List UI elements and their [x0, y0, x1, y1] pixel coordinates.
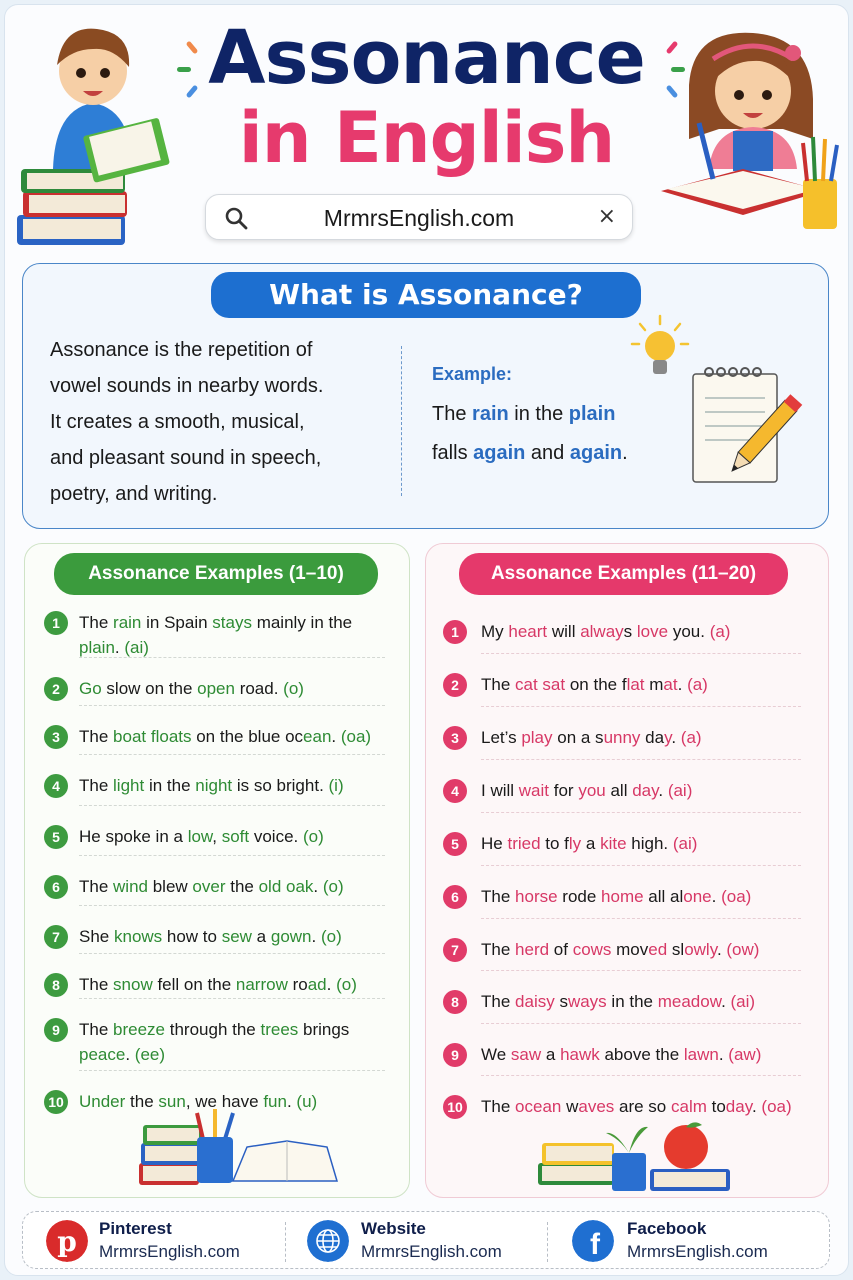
vowel-highlight: floats [150, 727, 192, 746]
sentence-text: da [640, 728, 665, 747]
notepad-pencil-icon [689, 364, 807, 489]
sentence-text: . [677, 675, 688, 694]
row-separator [481, 812, 801, 813]
example-sentence [481, 778, 821, 803]
example-highlight: plain [568, 403, 616, 425]
sentence-text: high. [626, 834, 673, 853]
vowel-highlight: snow [113, 975, 153, 994]
sentence-text: mainly in the [251, 613, 353, 632]
vowel-highlight: one [683, 887, 712, 906]
vowel-highlight: ly [568, 834, 582, 853]
sentence-text: you. [668, 622, 710, 641]
example-sentence [79, 972, 379, 997]
lightbulb-icon [628, 314, 692, 386]
vowel-highlight: old oak [258, 877, 314, 896]
sentence-text: . [718, 1045, 729, 1064]
example-word: The [432, 403, 473, 425]
sentence-text: of [549, 940, 573, 959]
sentence-text: . [671, 728, 681, 747]
vowel-highlight: wind [113, 877, 148, 896]
example-word: and [525, 442, 570, 464]
number-badge: 6 [443, 885, 467, 909]
number-badge: 9 [443, 1043, 467, 1067]
vowel-highlight: light [113, 776, 145, 795]
search-input[interactable]: MrmrsEnglish.com [323, 205, 515, 231]
sentence-text: for [549, 781, 579, 800]
example-line-2 [432, 442, 628, 465]
vowel-highlight: tried [507, 834, 541, 853]
vowel-highlight: (i) [328, 776, 344, 795]
footer-links [22, 1211, 830, 1269]
example-word: falls [432, 442, 474, 464]
vowel-highlight: ean [303, 727, 332, 746]
example-sentence [79, 824, 379, 849]
search-bar[interactable] [205, 194, 633, 240]
number-badge: 4 [443, 779, 467, 803]
sentence-text: . [125, 1045, 135, 1064]
definition-card [22, 263, 829, 529]
example-sentence [481, 725, 821, 750]
sentence-text: all [605, 781, 633, 800]
sentence-text: . [331, 727, 341, 746]
vowel-highlight: day [632, 781, 659, 800]
vowel-highlight: day [725, 1097, 752, 1116]
page-subtitle: in English [238, 97, 615, 179]
example-sentence [481, 831, 821, 856]
example-sentence [481, 989, 821, 1014]
vowel-highlight: y [664, 728, 672, 747]
sentence-text: sl [667, 940, 685, 959]
vowel-highlight: calm [670, 1097, 707, 1116]
row-separator [79, 953, 385, 954]
vowel-highlight: at [663, 675, 678, 694]
row-separator [481, 653, 801, 654]
sentence-text: My [481, 622, 509, 641]
sentence-text: in the [144, 776, 196, 795]
definition-text [50, 332, 390, 512]
footer-link-url[interactable]: MrmrsEnglish.com [99, 1242, 240, 1261]
vowel-highlight: Go [79, 679, 102, 698]
example-sentence [79, 724, 379, 749]
sentence-text: a [251, 927, 271, 946]
vowel-highlight: (oa) [721, 887, 752, 906]
vowel-highlight: ed [648, 940, 668, 959]
sentence-text: We [481, 1045, 511, 1064]
books-plant-apple-illustration [536, 1119, 736, 1197]
vowel-highlight: ocean [515, 1097, 562, 1116]
vowel-highlight: (ai) [672, 834, 698, 853]
sentence-text: rode [557, 887, 602, 906]
number-badge: 10 [443, 1095, 467, 1119]
row-separator [79, 998, 385, 999]
sentence-text: on the blue oc [191, 727, 304, 746]
vowel-highlight: lat [626, 675, 645, 694]
sentence-text: s [623, 622, 637, 641]
books-pencil-cup-illustration [137, 1109, 347, 1189]
sentence-text: The [481, 1097, 516, 1116]
divider [401, 346, 402, 496]
page-title: Assonance [208, 15, 645, 101]
vowel-highlight: alway [580, 622, 624, 641]
number-badge: 7 [44, 925, 68, 949]
example-sentence [481, 619, 821, 644]
footer-link-title: Facebook [627, 1219, 707, 1238]
vowel-highlight: (a) [687, 675, 708, 694]
number-badge: 8 [443, 990, 467, 1014]
row-separator [481, 759, 801, 760]
sentence-text: The [481, 887, 516, 906]
vowel-highlight: plain [79, 638, 115, 657]
sentence-text: on a s [552, 728, 604, 747]
sentence-text: mov [611, 940, 649, 959]
vowel-highlight: narrow [235, 975, 288, 994]
row-separator [79, 805, 385, 806]
vowel-highlight: open [197, 679, 235, 698]
sentence-text: above the [599, 1045, 684, 1064]
sentence-text: . [286, 1092, 297, 1111]
number-badge: 1 [44, 611, 68, 635]
sentence-text: The [79, 1020, 114, 1039]
vowel-highlight: horse [515, 887, 558, 906]
vowel-highlight: (ee) [134, 1045, 166, 1064]
vowel-highlight: cows [572, 940, 612, 959]
sentence-text: is so bright. [232, 776, 329, 795]
vowel-highlight: aves [578, 1097, 615, 1116]
sentence-text: fell on the [152, 975, 236, 994]
vowel-highlight: wait [518, 781, 550, 800]
vowel-highlight: rain [113, 613, 142, 632]
vowel-highlight: breeze [113, 1020, 166, 1039]
sentence-text: She [79, 927, 114, 946]
row-separator [79, 754, 385, 755]
row-separator [79, 705, 385, 706]
footer-link-url[interactable]: MrmrsEnglish.com [627, 1242, 768, 1261]
example-highlight: rain [472, 403, 509, 425]
pinterest-icon [46, 1220, 88, 1262]
sentence-text: Let’s [481, 728, 522, 747]
sentence-text: . [711, 887, 722, 906]
vowel-highlight: (o) [336, 975, 357, 994]
vowel-highlight: knows [113, 927, 163, 946]
example-sentence [481, 1042, 821, 1067]
number-badge: 3 [443, 726, 467, 750]
definition-line: It creates a smooth, musical, [50, 411, 305, 433]
example-sentence [481, 672, 821, 697]
number-badge: 2 [44, 677, 68, 701]
sentence-text: I will [481, 781, 519, 800]
sentence-text: , [212, 827, 222, 846]
sentence-text: He [481, 834, 508, 853]
sentence-text: in the [606, 992, 658, 1011]
vowel-highlight: heart [508, 622, 548, 641]
vowel-highlight: (oa) [340, 727, 372, 746]
sentence-text: . [326, 975, 337, 994]
vowel-highlight: unny [603, 728, 641, 747]
row-separator [79, 657, 385, 658]
vowel-highlight: (o) [320, 927, 342, 946]
vowel-highlight: play [521, 728, 553, 747]
vowel-highlight: sew [221, 927, 252, 946]
section-heading: What is Assonance? [211, 272, 641, 318]
sentence-text: The [79, 877, 114, 896]
sentence-text: The [481, 992, 516, 1011]
vowel-highlight: (ai) [124, 638, 149, 657]
sentence-text: are so [614, 1097, 671, 1116]
vowel-highlight: saw [510, 1045, 542, 1064]
number-badge: 8 [44, 973, 68, 997]
vowel-highlight: hawk [560, 1045, 600, 1064]
sentence-text: The [79, 975, 114, 994]
sentence-text: . [114, 638, 125, 657]
vowel-highlight: (aw) [728, 1045, 762, 1064]
sentence-text: The [79, 727, 114, 746]
number-badge: 6 [44, 875, 68, 899]
vowel-highlight: sun [158, 1092, 186, 1111]
vowel-highlight: boat [113, 727, 147, 746]
sentence-text: The [481, 675, 516, 694]
example-sentence [481, 1094, 821, 1119]
vowel-highlight: over [192, 877, 226, 896]
vowel-highlight: home [601, 887, 644, 906]
footer-link-website[interactable] [285, 1212, 547, 1270]
sentence-text: in Spain [141, 613, 213, 632]
vowel-highlight: (u) [296, 1092, 318, 1111]
sentence-text: all al [643, 887, 684, 906]
example-word: . [622, 442, 628, 464]
vowel-highlight: cat sat [515, 675, 566, 694]
vowel-highlight: love [636, 622, 669, 641]
example-label: Example: [432, 364, 513, 384]
sentence-text: the [225, 877, 259, 896]
example-word: in the [508, 403, 569, 425]
number-badge: 4 [44, 774, 68, 798]
vowel-highlight: (o) [322, 877, 344, 896]
sentence-text: The [79, 613, 114, 632]
example-highlight: again [569, 442, 623, 464]
row-separator [481, 1075, 801, 1076]
row-separator [481, 865, 801, 866]
vowel-highlight: (ow) [726, 940, 760, 959]
sentence-text: The [79, 776, 114, 795]
sentence-text: brings [298, 1020, 350, 1039]
vowel-highlight: (o) [283, 679, 304, 698]
sentence-text: . [751, 1097, 762, 1116]
sentence-text: s [554, 992, 568, 1011]
vowel-highlight: lawn [683, 1045, 719, 1064]
row-separator [79, 1070, 385, 1071]
sentence-text: road. [234, 679, 284, 698]
sentence-text: . [658, 781, 668, 800]
number-badge: 7 [443, 938, 467, 962]
sentence-text: a [581, 834, 601, 853]
example-sentence [79, 874, 379, 899]
sentence-text: . [721, 992, 731, 1011]
vowel-highlight: low [187, 827, 213, 846]
vowel-highlight: gown [270, 927, 312, 946]
vowel-highlight: trees [260, 1020, 299, 1039]
footer-link-title: Website [361, 1219, 426, 1238]
vowel-highlight: Under [79, 1092, 126, 1111]
example-sentence [79, 773, 379, 798]
vowel-highlight: ad [307, 975, 327, 994]
example-sentence [79, 610, 379, 660]
vowel-highlight: night [195, 776, 233, 795]
vowel-highlight: herd [515, 940, 550, 959]
vowel-highlight: ways [567, 992, 607, 1011]
row-separator [481, 1023, 801, 1024]
definition-line: and pleasant sound in speech, [50, 447, 322, 469]
definition-line: Assonance is the repetition of [50, 339, 313, 361]
vowel-highlight: fun [263, 1092, 287, 1111]
sentence-text: voice. [249, 827, 303, 846]
number-badge: 10 [44, 1090, 68, 1114]
sentence-text: The [481, 940, 516, 959]
svg-text:p: p [57, 1225, 77, 1258]
column-heading: Assonance Examples (11–20) [459, 553, 788, 595]
footer-link-title: Pinterest [99, 1219, 172, 1238]
globe-icon [307, 1220, 349, 1262]
example-sentence [79, 676, 379, 701]
sentence-text: m [644, 675, 664, 694]
sentence-text: a [541, 1045, 561, 1064]
footer-link-pinterest[interactable] [23, 1212, 285, 1270]
vowel-highlight: peace [79, 1045, 126, 1064]
vowel-highlight: (a) [680, 728, 702, 747]
sentence-text: . [716, 940, 727, 959]
sentence-text: through the [165, 1020, 261, 1039]
example-sentence [481, 937, 821, 962]
row-separator [481, 918, 801, 919]
sentence-text: , we have [185, 1092, 264, 1111]
number-badge: 1 [443, 620, 467, 644]
vowel-highlight: soft [221, 827, 250, 846]
column-heading: Assonance Examples (1–10) [54, 553, 378, 595]
sentence-text: to [706, 1097, 726, 1116]
footer-link-url[interactable]: MrmrsEnglish.com [361, 1242, 502, 1261]
close-icon[interactable]: × [597, 204, 616, 229]
row-separator [481, 970, 801, 971]
sentence-text: blew [148, 877, 193, 896]
svg-text:f: f [590, 1228, 600, 1261]
example-sentence [79, 924, 379, 949]
row-separator [481, 706, 801, 707]
sentence-text: w [561, 1097, 579, 1116]
definition-line: poetry, and writing. [50, 483, 218, 505]
examples-column-11-20 [425, 543, 829, 1198]
number-badge: 2 [443, 673, 467, 697]
vowel-highlight: (o) [302, 827, 324, 846]
vowel-highlight: (ai) [667, 781, 693, 800]
vowel-highlight: daisy [515, 992, 555, 1011]
vowel-highlight: (ai) [730, 992, 756, 1011]
row-separator [79, 855, 385, 856]
vowel-highlight: kite [600, 834, 627, 853]
footer-link-facebook[interactable] [547, 1212, 831, 1270]
sentence-text: to f [540, 834, 569, 853]
number-badge: 5 [44, 825, 68, 849]
number-badge: 9 [44, 1018, 68, 1042]
vowel-highlight: stays [212, 613, 252, 632]
definition-line: vowel sounds in nearby words. [50, 375, 324, 397]
example-sentence [481, 884, 821, 909]
number-badge: 5 [443, 832, 467, 856]
example-highlight: again [473, 442, 526, 464]
vowel-highlight: meadow [657, 992, 722, 1011]
sentence-text: slow on the [101, 679, 198, 698]
vowel-highlight: (oa) [761, 1097, 792, 1116]
example-sentence [79, 1017, 379, 1067]
sentence-text: ro [287, 975, 308, 994]
vowel-highlight: (a) [709, 622, 731, 641]
example-line-1 [432, 403, 615, 426]
row-separator [79, 905, 385, 906]
vowel-highlight: you [578, 781, 606, 800]
vowel-highlight: owly [684, 940, 717, 959]
sentence-text: will [547, 622, 581, 641]
number-badge: 3 [44, 725, 68, 749]
facebook-icon [572, 1220, 614, 1262]
sentence-text: . [313, 877, 323, 896]
sentence-text: He spoke in a [79, 827, 188, 846]
sentence-text: the [125, 1092, 159, 1111]
sentence-text: on the f [565, 675, 627, 694]
sentence-text: how to [162, 927, 222, 946]
sentence-text: . [311, 927, 321, 946]
examples-column-1-10 [24, 543, 410, 1198]
